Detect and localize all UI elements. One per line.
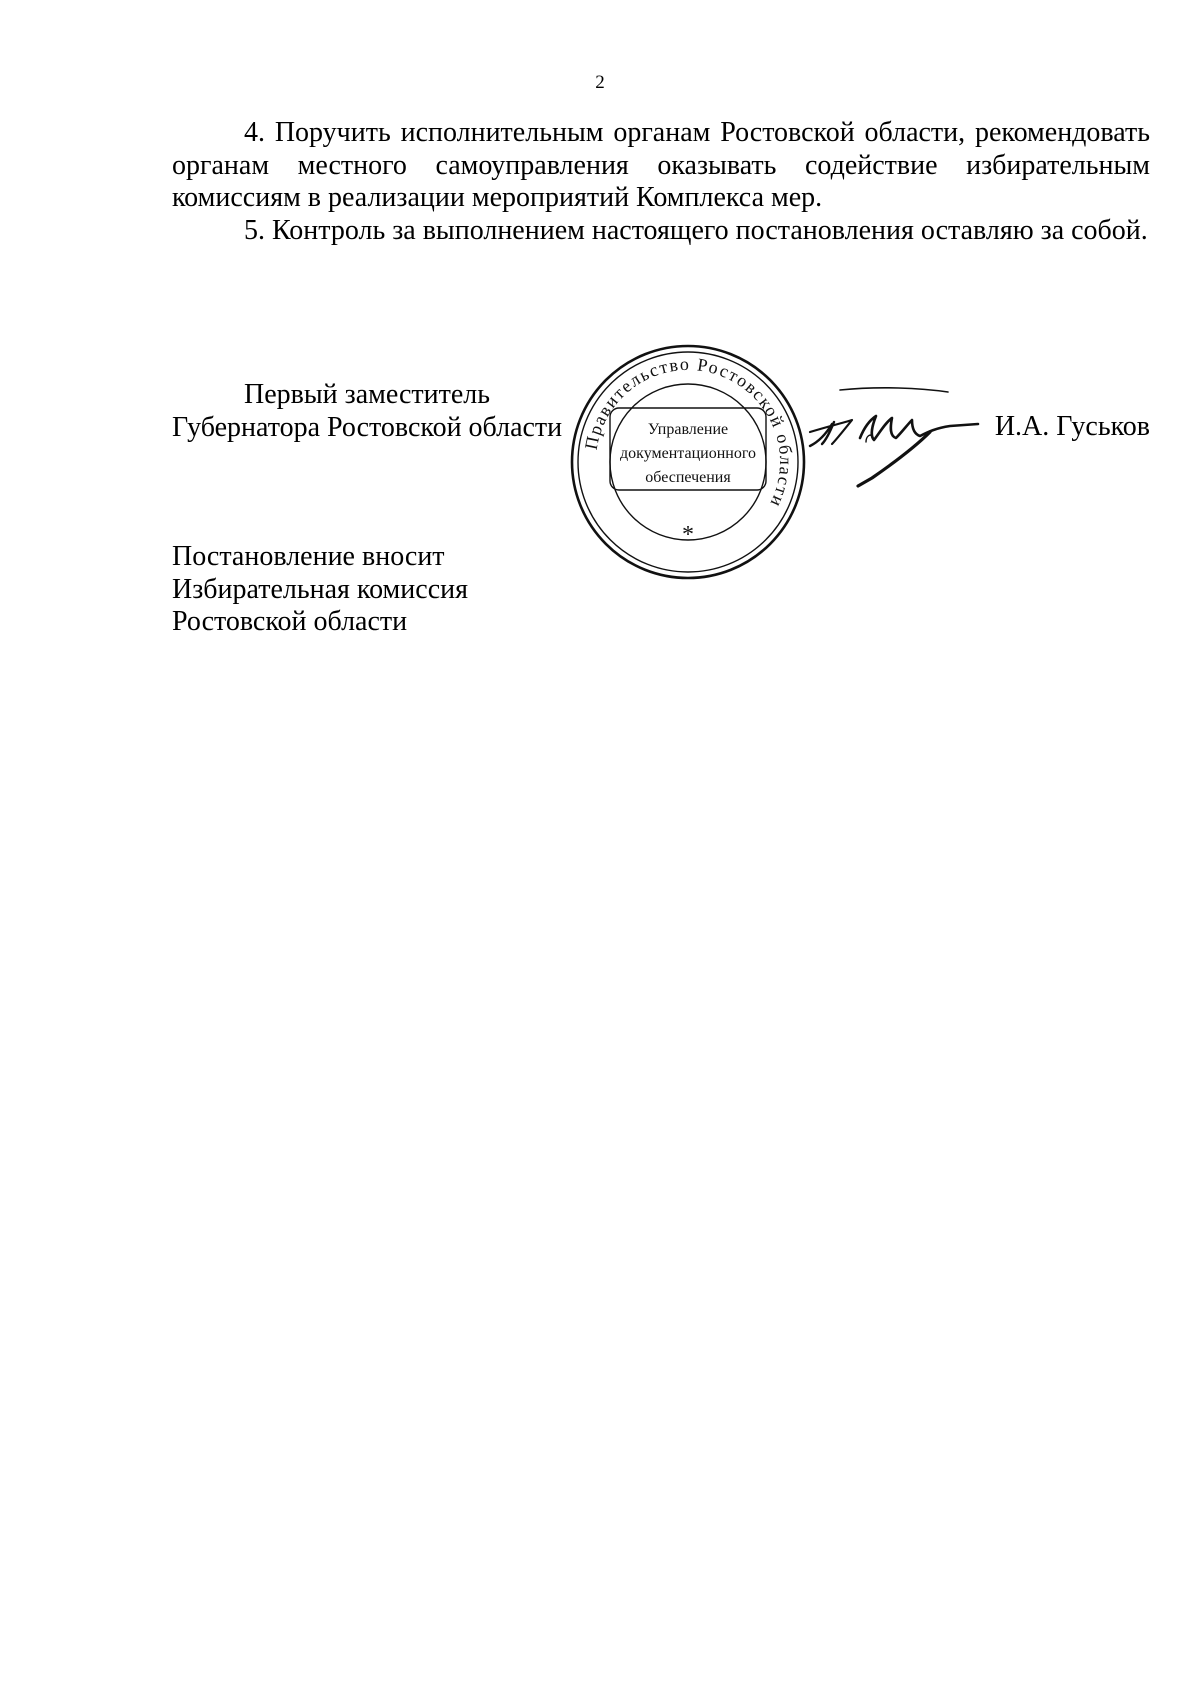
official-seal — [568, 342, 808, 582]
paragraph-5: 5. Контроль за выполнением настоящего постановления оставляю за собой. — [244, 214, 1148, 246]
submitted-by-line2: Избирательная комиссия — [172, 573, 468, 605]
signer-position-line2: Губернатора Ростовской области — [172, 411, 563, 443]
seal-center-line2: документационного — [620, 445, 756, 462]
signer-name: И.А. Гуськов — [994, 411, 1150, 442]
submitted-by — [172, 541, 468, 639]
seal-center-line1: Управление — [647, 421, 729, 438]
seal-star: * — [682, 522, 694, 548]
paragraph-4: 4. Поручить исполнительным органам Ростовской области, рекомендовать органам местного самоуправления оказывать содействие избирательным комиссиям в реализации мероприятий Комплекса мер. — [172, 117, 1150, 213]
page-number: 2 — [595, 72, 605, 93]
signer-position — [172, 379, 562, 444]
seal-ring-text: Правительство Ростовской области — [580, 353, 797, 512]
submitted-by-line1: Постановление вносит — [172, 541, 445, 572]
submitted-by-line3: Ростовской области — [172, 606, 408, 637]
handwritten-signature — [800, 382, 990, 492]
seal-center-line3: обеспечения — [645, 469, 731, 486]
document-body — [172, 117, 1150, 247]
signer-position-line1: Первый заместитель — [244, 379, 491, 410]
